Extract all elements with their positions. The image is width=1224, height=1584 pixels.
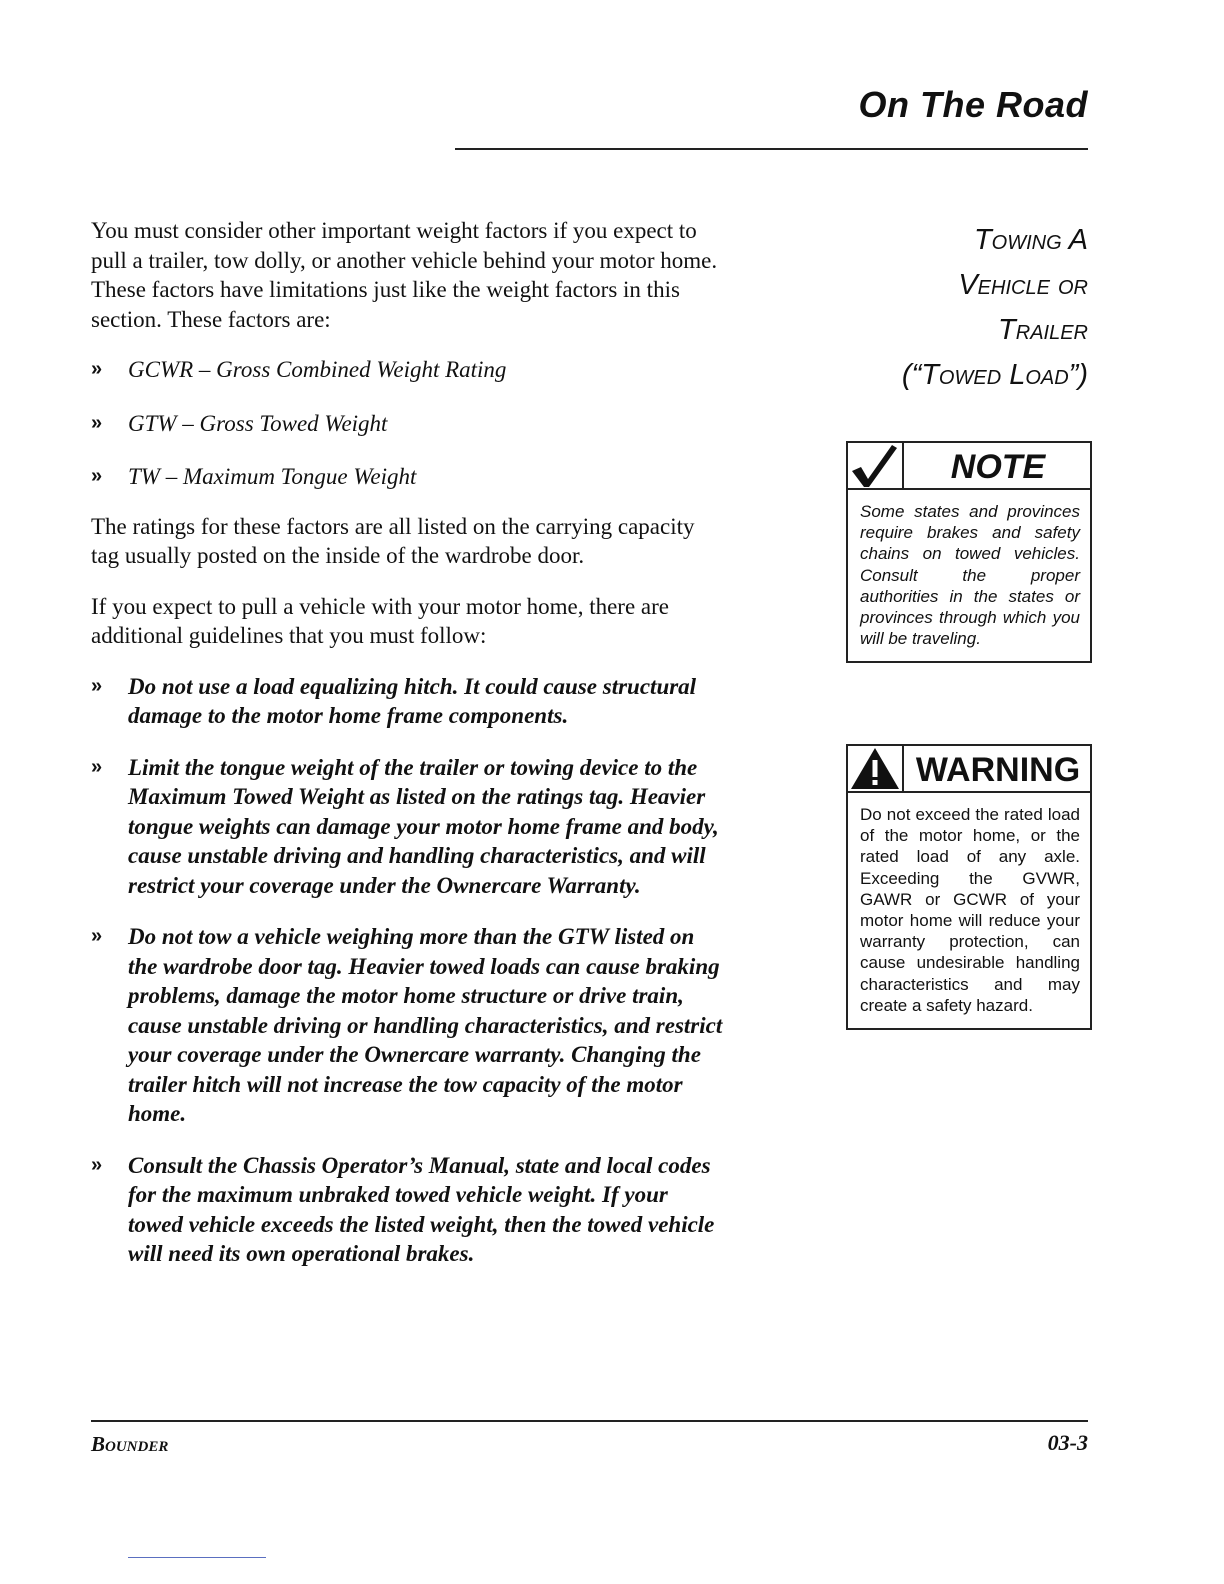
note-box (846, 441, 1092, 663)
list-item (91, 672, 723, 731)
note-label: NOTE (950, 448, 1046, 486)
section-title-line: Vehicle or (958, 269, 1088, 301)
checkmark-icon (848, 443, 902, 493)
list-item (91, 1151, 723, 1269)
list-item (91, 409, 723, 439)
section-title-line: (“Towed Load”) (901, 359, 1088, 391)
footer-manual-name: Bounder (91, 1432, 169, 1456)
warning-box-header (848, 746, 1090, 793)
bullet-icon: » (91, 358, 103, 380)
header-divider (902, 443, 904, 488)
footer-page-number: 03-3 (1047, 1430, 1088, 1455)
note-text: Some states and provinces require brakes and safety chains on towed vehicles. Consult the proper authorities in the states or provinces through which you will be traveling. (860, 502, 1080, 649)
rule-text: Do not use a load equalizing hitch. It could cause structural damage to the motor home frame components. (128, 673, 697, 728)
bullet-icon: » (91, 411, 103, 434)
guidelines-intro-paragraph: If you expect to pull a vehicle with your motor home, there are additional guidelines that you must follow: (91, 593, 669, 648)
page-header-title: On The Road (858, 84, 1088, 125)
factor-text: GTW – Gross Towed Weight (128, 410, 388, 436)
list-item (91, 753, 723, 901)
intro-paragraph: You must consider other important weight factors if you expect to pull a trailer, tow dolly, or another vehicle behind your motor home. These factors have limitations just like the weight factors in this section. These factors are: (91, 218, 718, 332)
section-title-line: Towing A (973, 224, 1088, 256)
header-rule (455, 148, 1088, 150)
list-item (91, 922, 723, 1129)
towing-guidelines-list (91, 672, 723, 1269)
warning-label: WARNING (915, 751, 1081, 789)
list-item (91, 462, 723, 492)
main-column (91, 216, 723, 1291)
note-box-header (848, 443, 1090, 490)
rule-text: Limit the tongue weight of the trailer or towing device to the Maximum Towed Weight as listed on the ratings tag. Heavier tongue weights can damage your motor home frame and body, cause unstable driving and handling characteristics, and will restrict your coverage under the Ownercare Warranty. (128, 754, 719, 898)
rule-text: Do not tow a vehicle weighing more than the GTW listed on the wardrobe door tag. Heavier towed loads can cause braking problems, damage the motor home structure or drive train, cause unstable driving or handling characteristics, and restrict your coverage under the Ownercare warranty. Changing the trailer hitch will not increase the tow capacity of the motor home. (128, 924, 723, 1126)
warning-text: Do not exceed the rated load of the motor home, or the rated load of any axle. Exceeding the GVWR, GAWR or GCWR of your motor home will reduce your warranty protection, can cause undesirable handling characteristics and may create a safety hazard. (860, 805, 1080, 1015)
footer-rule (91, 1420, 1088, 1422)
warning-box (846, 744, 1092, 1030)
list-item (91, 355, 723, 385)
rule-text: Consult the Chassis Operator’s Manual, state and local codes for the maximum unbraked towed vehicle weight. If your towed vehicle exceeds the listed weight, then the towed vehicle will need its own operational brakes. (128, 1152, 715, 1266)
weight-factor-list (91, 355, 723, 492)
bullet-icon: » (91, 465, 103, 487)
ratings-paragraph: The ratings for these factors are all listed on the carrying capacity tag usually posted on the inside of the wardrobe door. (91, 513, 695, 568)
scan-mark-line (128, 1557, 266, 1558)
factor-text: GCWR – Gross Combined Weight Rating (128, 357, 507, 382)
section-title (788, 218, 1088, 398)
bullet-icon: » (91, 1153, 103, 1176)
section-title-line: Trailer (998, 314, 1088, 346)
bullet-icon: » (91, 674, 103, 697)
header-divider (902, 746, 904, 791)
bullet-icon: » (91, 755, 103, 778)
warning-triangle-icon (848, 746, 902, 796)
bullet-icon: » (91, 925, 103, 947)
factor-text: TW – Maximum Tongue Weight (128, 464, 417, 489)
